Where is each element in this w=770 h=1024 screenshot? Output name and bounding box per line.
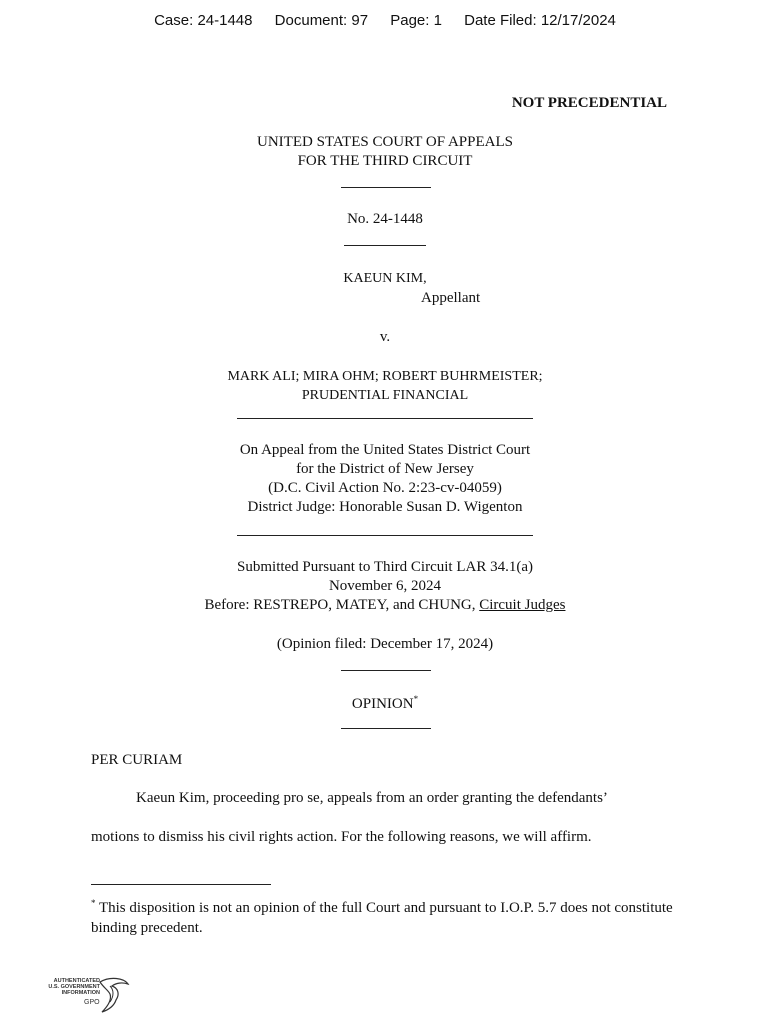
gpo-mark: GPO: [84, 999, 100, 1006]
before-judges: Circuit Judges: [479, 597, 566, 613]
appeal-line-3: (D.C. Civil Action No. 2:23-cv-04059): [268, 480, 502, 496]
before-prefix: Before: RESTREPO, MATEY, and CHUNG,: [204, 597, 480, 613]
header-document: Document: 97: [274, 12, 369, 29]
submission-line-1: Submitted Pursuant to Third Circuit LAR 34.1(a): [237, 559, 533, 575]
divider-1: [341, 187, 431, 188]
opinion-title-row: [0, 694, 770, 713]
appellant-name: KAEUN KIM,: [343, 271, 427, 286]
appellant-role: Appellant: [421, 290, 481, 306]
gpo-line-1: AUTHENTICATED: [53, 978, 100, 984]
submission-info: [0, 558, 770, 615]
header-date-filed: Date Filed: 12/17/2024: [464, 12, 616, 29]
page-header: [0, 12, 770, 29]
opinion-title: OPINION: [351, 696, 414, 712]
per-curiam: PER CURIAM: [91, 752, 183, 768]
court-name: [0, 133, 770, 171]
appeal-line-2: for the District of New Jersey: [296, 461, 474, 477]
divider-2: [344, 245, 426, 246]
versus: v.: [379, 329, 391, 345]
appeal-info: [0, 441, 770, 517]
gpo-line-2: U.S. GOVERNMENT: [48, 984, 100, 990]
submission-line-2: November 6, 2024: [328, 578, 442, 594]
gpo-line-3: INFORMATION: [61, 990, 100, 996]
appellees-line-2: PRUDENTIAL FINANCIAL: [301, 388, 469, 403]
divider-5: [341, 670, 431, 671]
gpo-seal-text: [44, 978, 100, 996]
footnote-mark: *: [91, 898, 96, 908]
divider-3: [237, 418, 533, 419]
gpo-authentication-seal: [44, 976, 134, 1016]
appeal-line-1: On Appeal from the United States District Court: [239, 442, 531, 458]
before-line: [0, 596, 770, 615]
appellees-line-1: MARK ALI; MIRA OHM; ROBERT BUHRMEISTER;: [227, 369, 543, 384]
appellees: [0, 367, 770, 405]
footnote-divider: [91, 884, 271, 885]
body-line-1: Kaeun Kim, proceeding pro se, appeals from an order granting the defendants’: [136, 790, 608, 806]
footnote-text: This disposition is not an opinion of the full Court and pursuant to I.O.P. 5.7 does not constitute binding precedent.: [91, 900, 673, 936]
opinion-footnote-mark: *: [413, 694, 419, 704]
opinion-filed: (Opinion filed: December 17, 2024): [276, 636, 494, 652]
court-line-1: UNITED STATES COURT OF APPEALS: [257, 134, 513, 150]
footnote: [91, 893, 691, 938]
body-line-2: motions to dismiss his civil rights action. For the following reasons, we will affirm.: [91, 829, 592, 845]
header-page: Page: 1: [390, 12, 442, 29]
court-line-2: FOR THE THIRD CIRCUIT: [297, 153, 473, 169]
appeal-line-4: District Judge: Honorable Susan D. Wigenton: [247, 499, 523, 515]
gpo-eagle-icon: [96, 976, 130, 1016]
divider-4: [237, 535, 533, 536]
header-case: Case: 24-1448: [154, 12, 253, 29]
divider-6: [341, 728, 431, 729]
case-number: No. 24-1448: [347, 211, 423, 227]
not-precedential-label: NOT PRECEDENTIAL: [511, 95, 667, 111]
